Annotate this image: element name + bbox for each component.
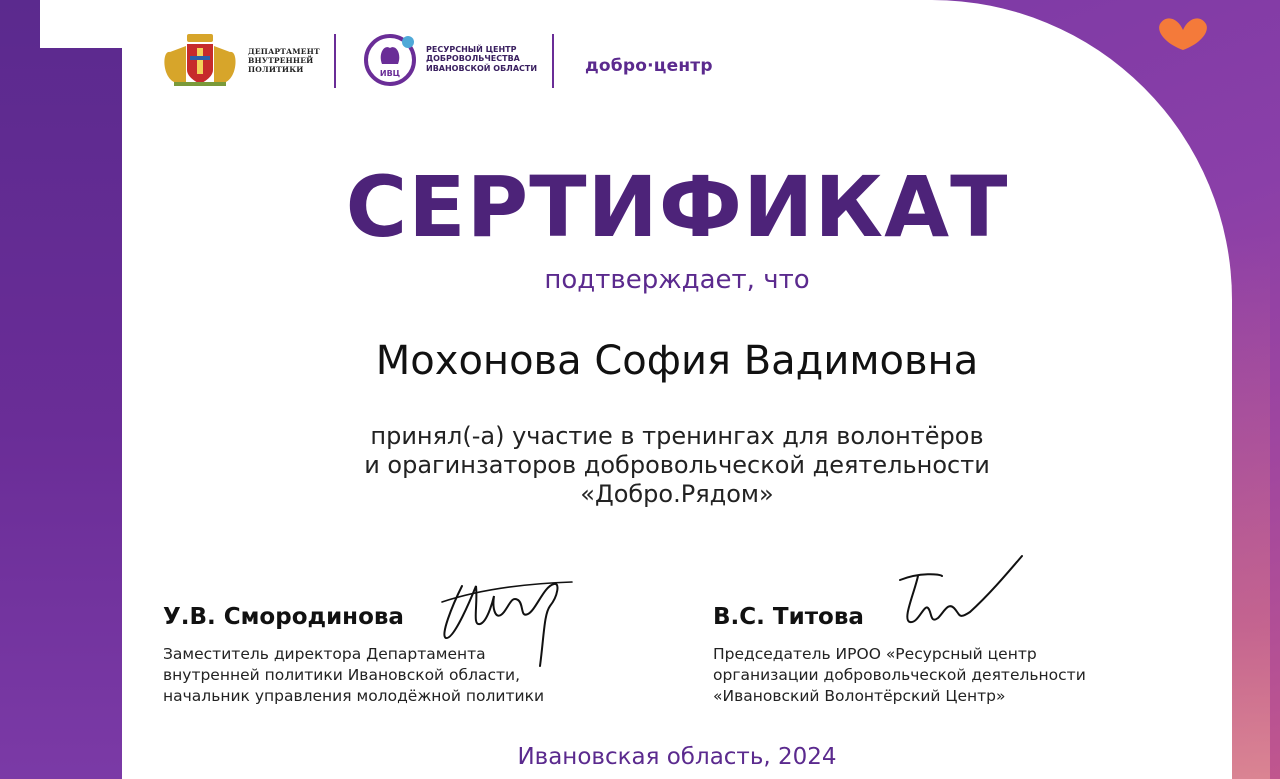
ivc-badge-icon <box>362 30 420 88</box>
certificate-subtitle: подтверждает, что <box>544 265 810 295</box>
description-line: и орагинзаторов добровольческой деятельности <box>364 451 990 479</box>
ivc-logo <box>362 30 537 88</box>
signatory-name: У.В. Смородинова <box>163 604 404 630</box>
ivc-badge-label: ИВЦ <box>379 69 401 78</box>
left-purple-band <box>0 0 122 779</box>
recipient-name: Мохонова София Вадимовна <box>375 338 979 384</box>
dept-text-line: ПОЛИТИКИ <box>248 64 304 74</box>
role-line: внутренней политики Ивановской области, <box>163 666 521 684</box>
role-line: Заместитель директора Департамента <box>163 645 486 663</box>
dept-text-line: ВНУТРЕННЕЙ <box>248 55 314 65</box>
dept-logo <box>160 32 320 88</box>
footer-location-year: Ивановская область, 2024 <box>517 744 837 770</box>
heart-icon <box>1156 16 1210 52</box>
role-line: начальник управления молодёжной политики <box>163 687 545 705</box>
certificate-title: СЕРТИФИКАТ <box>345 158 1009 256</box>
signature-right <box>880 550 1030 640</box>
ivc-text-line: ИВАНОВСКОЙ ОБЛАСТИ <box>426 63 538 73</box>
header-logos <box>160 30 760 92</box>
logo-divider <box>334 34 336 88</box>
coat-of-arms-icon <box>160 32 240 88</box>
description-line: «Добро.Рядом» <box>580 480 774 508</box>
ivc-text-line: ДОБРОВОЛЬЧЕСТВА <box>426 54 520 64</box>
signatory-role <box>713 644 1183 707</box>
role-line: «Ивановский Волонтёрский Центр» <box>713 687 1006 705</box>
signature-left <box>432 566 582 676</box>
role-line: Председатель ИРОО «Ресурсный центр <box>713 645 1037 663</box>
dept-text-line: ДЕПАРТАМЕНТ <box>248 46 320 56</box>
signatory-name: В.С. Титова <box>713 604 864 630</box>
logo-divider <box>552 34 554 88</box>
role-line: организации добровольческой деятельности <box>713 666 1086 684</box>
ivc-text-line: РЕСУРСНЫЙ ЦЕНТР <box>426 44 517 54</box>
description-line: принял(-а) участие в тренингах для волонтёров <box>370 422 984 450</box>
left-white-notch <box>40 0 122 48</box>
dept-logo-text <box>248 47 320 74</box>
dobro-center-logo: добро·центр <box>585 56 713 76</box>
certificate-description <box>122 422 1232 509</box>
ivc-logo-text <box>426 45 537 74</box>
